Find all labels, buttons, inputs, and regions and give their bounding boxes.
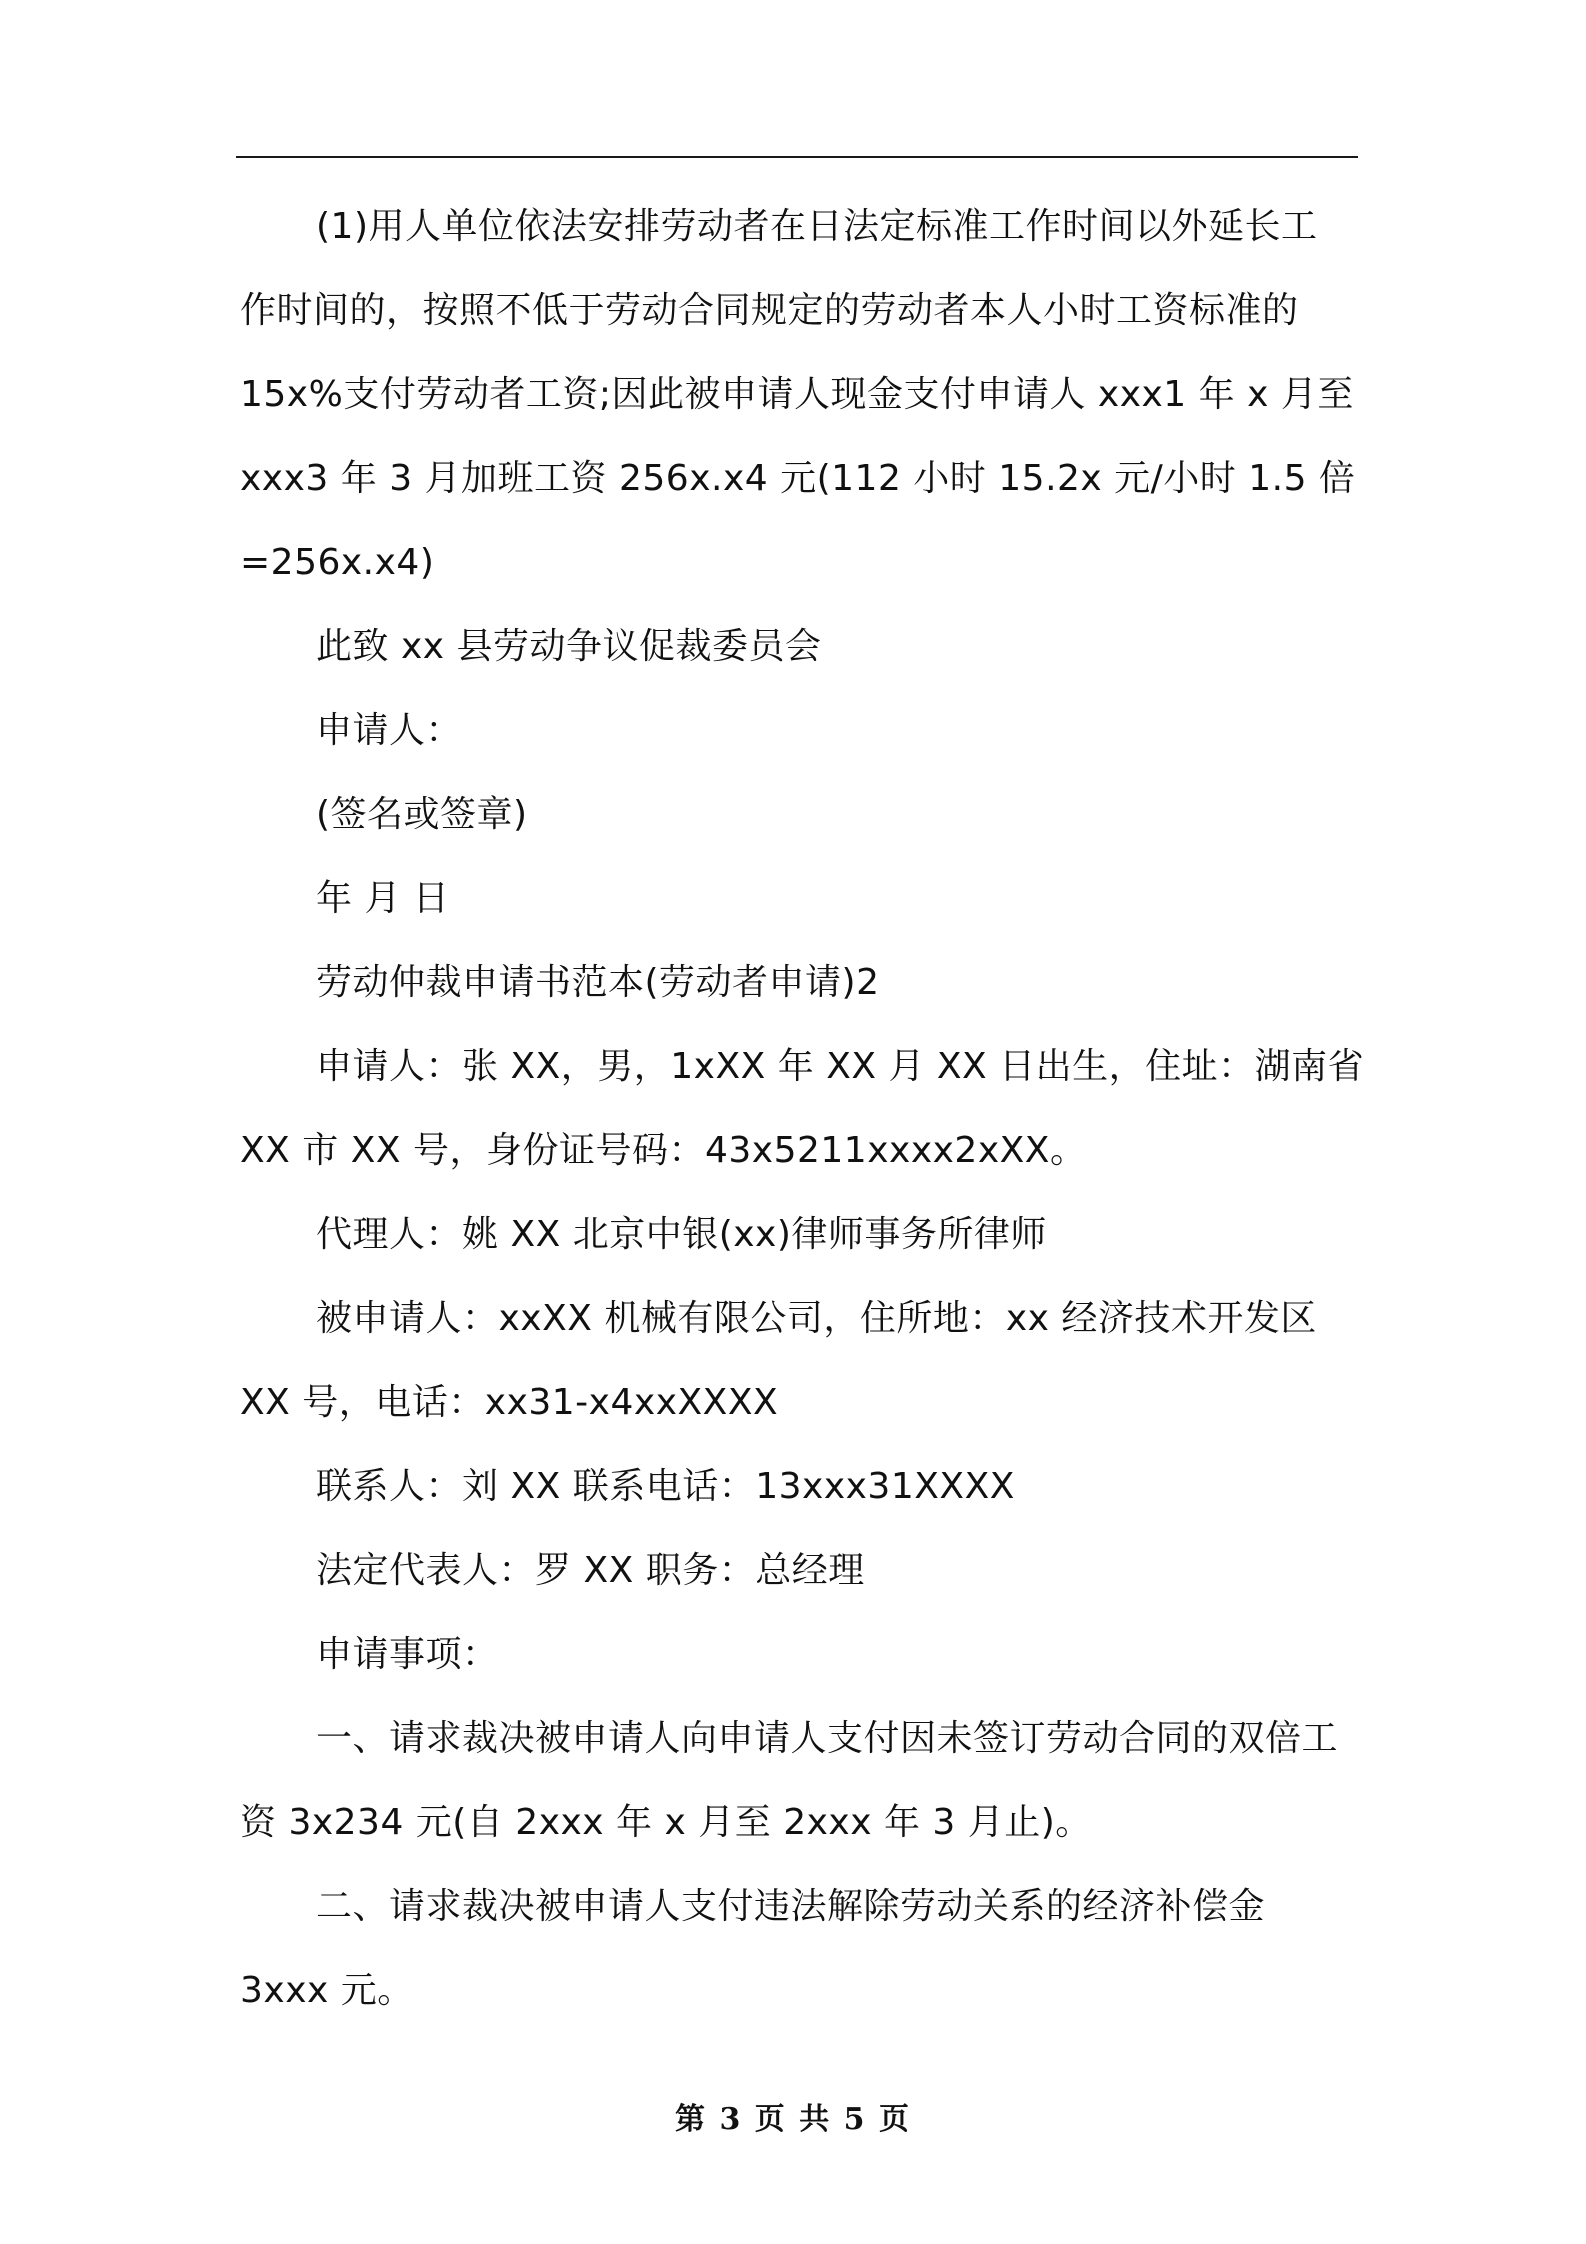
paragraph-line: xxx3 年 3 月加班工资 256x.x4 元(112 小时 15.2x 元/小时 1.5 倍 xyxy=(240,458,1356,499)
claim-line: 一、请求裁决被申请人向申请人支付因未签订劳动合同的双倍工 xyxy=(316,1718,1339,1759)
respondent-info-line: XX 号，电话：xx31-x4xxXXXX xyxy=(240,1382,779,1423)
paragraph-line: 作时间的，按照不低于劳动合同规定的劳动者本人小时工资标准的 xyxy=(240,290,1299,331)
legal-rep-line: 法定代表人：罗 XX 职务：总经理 xyxy=(316,1550,865,1591)
agent-info-line: 代理人：姚 XX 北京中银(xx)律师事务所律师 xyxy=(316,1214,1047,1255)
paragraph-line: (1)用人单位依法安排劳动者在日法定标准工作时间以外延长工 xyxy=(316,206,1318,247)
applicant-info-line: XX 市 XX 号，身份证号码：43x5211xxxx2xXX。 xyxy=(240,1130,1087,1171)
section-title: 劳动仲裁申请书范本(劳动者申请)2 xyxy=(316,962,880,1003)
salutation-line: 此致 xx 县劳动争议促裁委员会 xyxy=(316,626,822,667)
page-number-footer: 第 3 页 共 5 页 xyxy=(675,2102,911,2137)
document-body xyxy=(240,185,1365,2033)
header-rule xyxy=(236,156,1358,158)
claim-line: 资 3x234 元(自 2xxx 年 x 月至 2xxx 年 3 月止)。 xyxy=(240,1802,1092,1843)
contact-info-line: 联系人：刘 XX 联系电话：13xxx31XXXX xyxy=(316,1466,1015,1507)
respondent-info-line: 被申请人：xxXX 机械有限公司，住所地：xx 经济技术开发区 xyxy=(316,1298,1317,1339)
paragraph-line: =256x.x4) xyxy=(240,542,435,583)
applicant-signature-label: 申请人： xyxy=(316,710,463,751)
claims-heading: 申请事项： xyxy=(316,1634,499,1675)
paragraph-line: 15x%支付劳动者工资;因此被申请人现金支付申请人 xxx1 年 x 月至 xyxy=(240,374,1354,415)
applicant-info-line: 申请人：张 XX，男，1xXX 年 XX 月 XX 日出生，住址：湖南省 xyxy=(316,1046,1365,1087)
signature-note: (签名或签章) xyxy=(316,794,528,835)
date-line: 年 月 日 xyxy=(316,878,450,919)
claim-line: 二、请求裁决被申请人支付违法解除劳动关系的经济补偿金 xyxy=(316,1886,1266,1927)
claim-line: 3xxx 元。 xyxy=(240,1970,414,2011)
